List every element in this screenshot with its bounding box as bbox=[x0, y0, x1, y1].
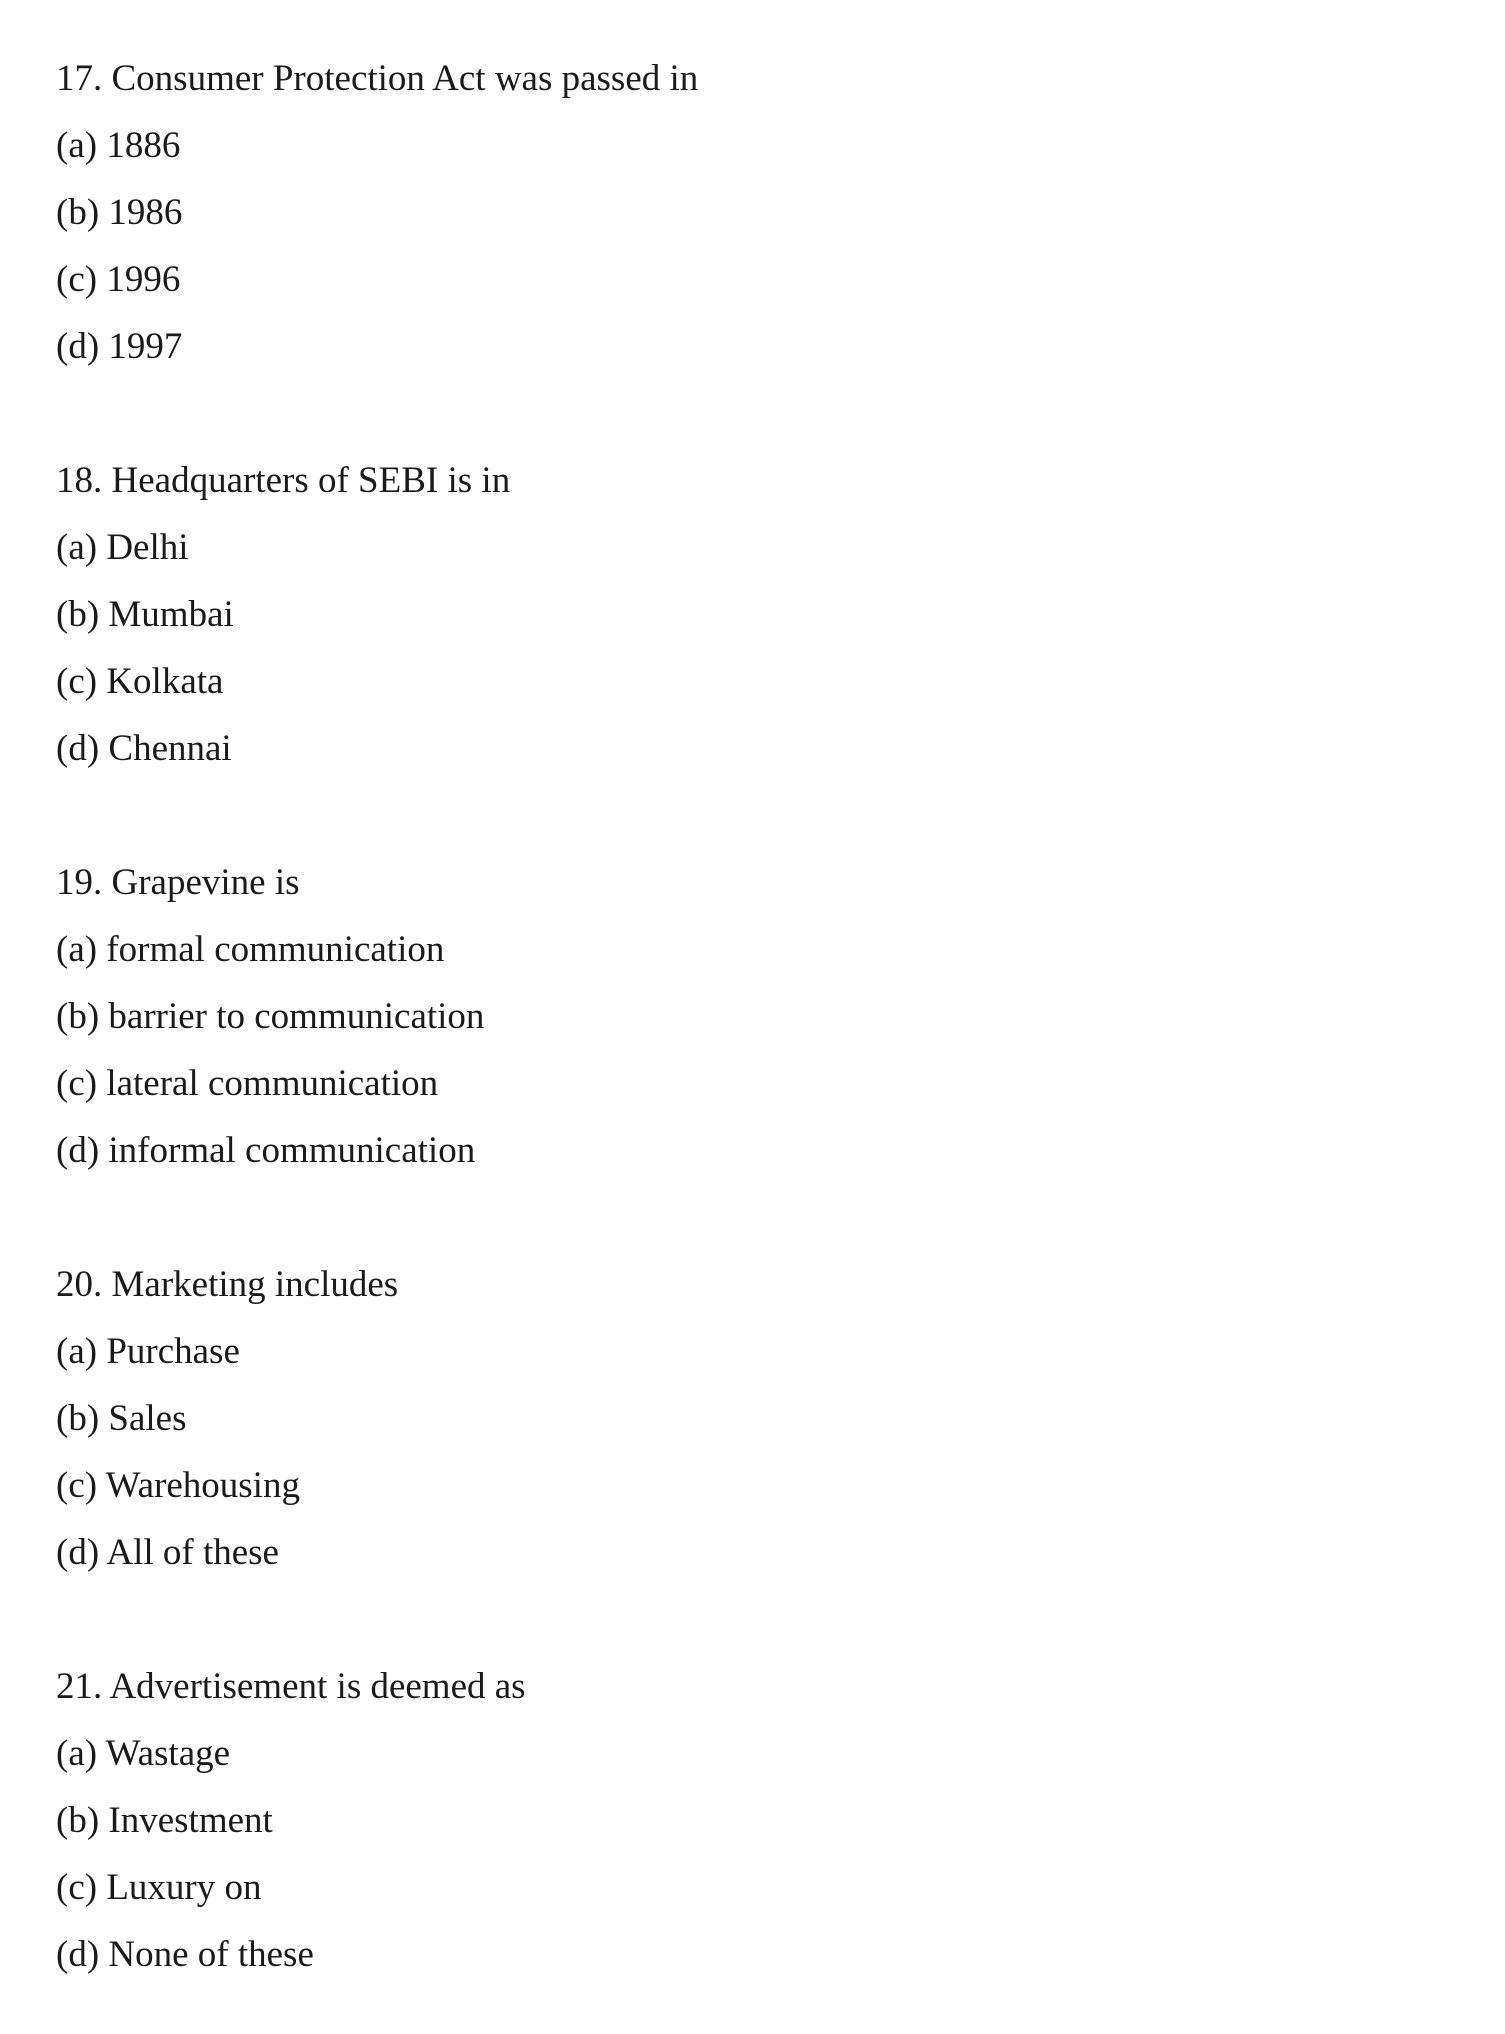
option-b: (b) Investment bbox=[56, 1800, 273, 1841]
option-b: (b) 1986 bbox=[56, 192, 183, 233]
question-stem: 17. Consumer Protection Act was passed in bbox=[56, 58, 699, 99]
option-d: (d) 1997 bbox=[56, 326, 183, 367]
option-a: (a) Wastage bbox=[56, 1733, 231, 1774]
option-c: (c) Warehousing bbox=[56, 1465, 300, 1506]
option-c: (c) 1996 bbox=[56, 259, 181, 300]
question-stem: 19. Grapevine is bbox=[56, 862, 300, 903]
option-b: (b) barrier to communication bbox=[56, 996, 485, 1037]
option-d: (d) All of these bbox=[56, 1532, 279, 1573]
option-b: (b) Sales bbox=[56, 1398, 187, 1439]
option-c: (c) lateral communication bbox=[56, 1063, 439, 1104]
question-20 bbox=[56, 1251, 1456, 1586]
option-b: (b) Mumbai bbox=[56, 594, 234, 635]
option-a: (a) Purchase bbox=[56, 1331, 240, 1372]
question-17 bbox=[56, 45, 1456, 380]
question-21 bbox=[56, 1653, 1456, 1988]
question-stem: 21. Advertisement is deemed as bbox=[56, 1666, 526, 1707]
option-c: (c) Luxury on bbox=[56, 1867, 262, 1908]
question-stem: 18. Headquarters of SEBI is in bbox=[56, 460, 511, 501]
option-d: (d) None of these bbox=[56, 1934, 314, 1975]
option-a: (a) Delhi bbox=[56, 527, 189, 568]
option-d: (d) informal communication bbox=[56, 1130, 476, 1171]
option-c: (c) Kolkata bbox=[56, 661, 224, 702]
option-a: (a) 1886 bbox=[56, 125, 181, 166]
question-19 bbox=[56, 849, 1456, 1184]
option-d: (d) Chennai bbox=[56, 728, 232, 769]
question-18 bbox=[56, 447, 1456, 782]
question-stem: 20. Marketing includes bbox=[56, 1264, 399, 1305]
option-a: (a) formal communication bbox=[56, 929, 445, 970]
